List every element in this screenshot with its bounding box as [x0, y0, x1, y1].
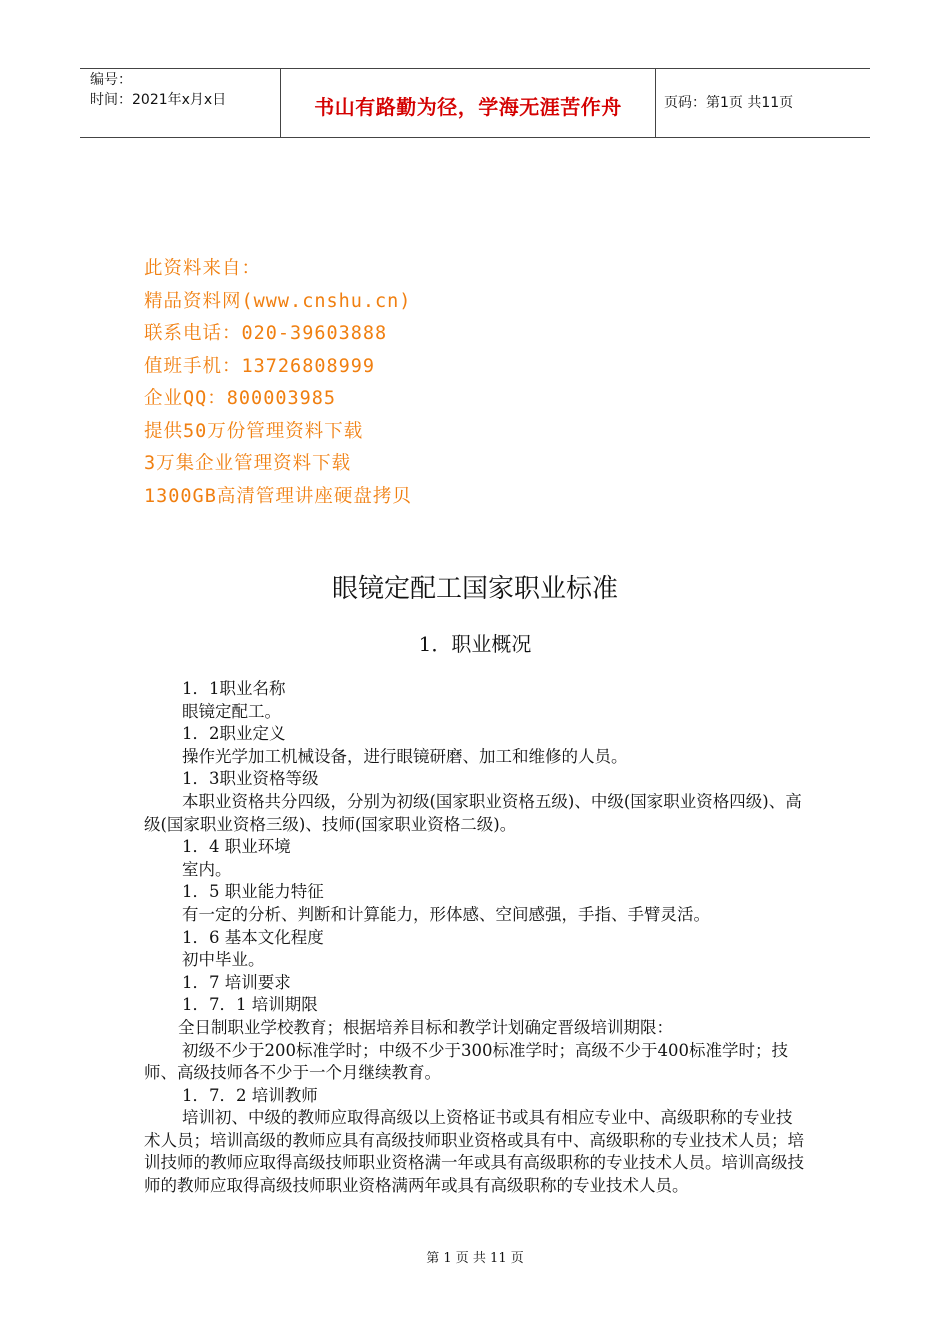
- source-line: 1300GB高清管理讲座硬盘拷贝: [144, 485, 412, 507]
- subheading: 1．7．2 培训教师: [182, 1085, 318, 1105]
- source-line: 值班手机：13726808999: [144, 355, 376, 377]
- section-heading: 1．职业概况: [418, 632, 532, 656]
- paragraph: 室内。: [182, 859, 232, 879]
- page-header: [80, 68, 870, 138]
- header-motto-cell: [280, 69, 656, 137]
- source-line: 联系电话：020-39603888: [144, 323, 388, 344]
- source-line: 此资料来自：: [144, 258, 262, 279]
- header-page-cell: [654, 69, 870, 137]
- source-line: 精品资料网(www.cnshu.cn): [144, 290, 412, 312]
- subheading: 1．7．1 培训期限: [182, 995, 318, 1015]
- paragraph: 操作光学加工机械设备，进行眼镜研磨、加工和维修的人员。: [182, 746, 628, 766]
- document-title: 眼镜定配工国家职业标准: [331, 574, 618, 604]
- page-footer: 第 1 页 共 11 页: [426, 1251, 524, 1266]
- paragraph: 初级不少于200标准学时；中级不少于300标准学时；高级不少于400标准学时；技师、高级技师各不少于一个月继续教育。: [144, 1040, 788, 1083]
- subheading: 1．1职业名称: [182, 679, 286, 698]
- serial-label: 编号：: [90, 72, 132, 88]
- time-label: 时间：2021年x月x日: [90, 92, 227, 108]
- subheading: 1．2职业定义: [182, 724, 286, 744]
- paragraph: 培训初、中级的教师应取得高级以上资格证书或具有相应专业中、高级职称的专业技术人员；培训高级的教师应具有高级技师职业资格或具有中、高级职称的专业技术人员；培训技师的教师应取得高级技师职业资格满一年或具有高级职称的专业技术人员。培训高级技师的教师应取得高级技师职业资格满两年或具有高级职称的专业技术人员。: [144, 1108, 804, 1196]
- subheading: 1．6 基本文化程度: [182, 927, 324, 947]
- header-meta-cell: [80, 69, 280, 137]
- document-body: [144, 678, 808, 1198]
- paragraph: 有一定的分析、判断和计算能力，形体感、空间感强，手指、手臂灵活。: [182, 904, 710, 924]
- source-line: 提供50万份管理资料下载: [144, 420, 364, 442]
- subheading: 1．5 职业能力特征: [182, 882, 324, 902]
- subheading: 1．3职业资格等级: [182, 769, 319, 789]
- motto: 书山有路勤为径，学海无涯苦作舟: [314, 95, 622, 119]
- paragraph: 全日制职业学校教育；根据培养目标和教学计划确定晋级培训期限：: [178, 1017, 673, 1037]
- subheading: 1．4 职业环境: [182, 837, 291, 857]
- paragraph: 眼镜定配工。: [182, 701, 281, 721]
- page-code: 页码：第1页 共11页: [664, 95, 794, 111]
- paragraph: 本职业资格共分四级，分别为初级(国家职业资格五级)、中级(国家职业资格四级)、高级(国家职业资格三级)、技师(国家职业资格二级)。: [144, 791, 802, 834]
- source-info-block: [144, 253, 412, 513]
- source-line: 3万集企业管理资料下载: [144, 453, 352, 474]
- subheading: 1．7 培训要求: [182, 972, 291, 992]
- source-line: 企业QQ：800003985: [144, 388, 337, 409]
- paragraph: 初中毕业。: [182, 950, 265, 970]
